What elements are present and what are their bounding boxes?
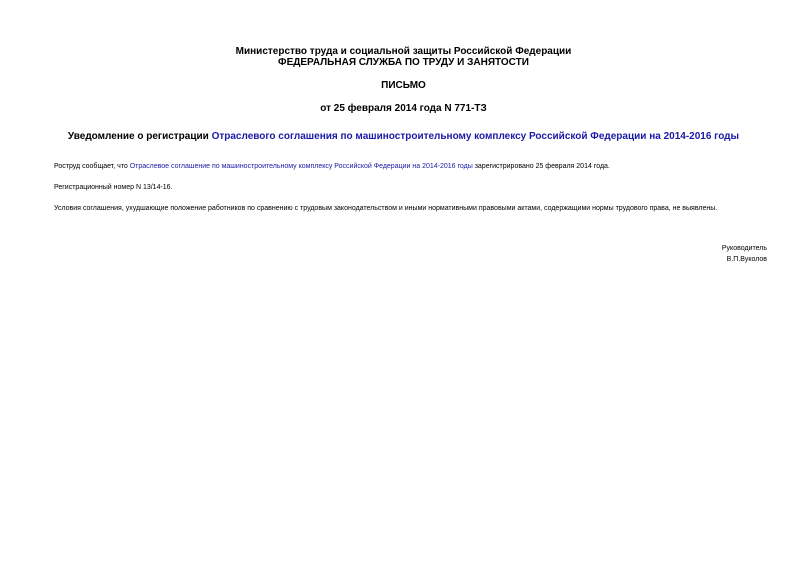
service-name: ФЕДЕРАЛЬНАЯ СЛУЖБА ПО ТРУДУ И ЗАНЯТОСТИ [278, 57, 529, 68]
signature-name: В.П.Вуколов [726, 256, 767, 263]
document-type: ПИСЬМО [381, 80, 426, 91]
ministry-name: Министерство труда и социальной защиты Российской Федерации [235, 46, 572, 57]
notice-title [0, 131, 807, 143]
paragraph-registration [54, 162, 774, 171]
signature-role: Руководитель [721, 245, 767, 252]
paragraph-registration-number: Регистрационный номер N 13/14-16. [54, 184, 173, 191]
paragraph-registration-before: Роструд сообщает, что [54, 163, 130, 170]
notice-title-prefix: Уведомление о регистрации [67, 131, 212, 142]
document-date-number: от 25 февраля 2014 года N 771-ТЗ [320, 103, 487, 114]
paragraph-registration-after: зарегистрировано 25 февраля 2014 года. [472, 163, 610, 170]
agreement-link-title[interactable]: Отраслевого соглашения по машиностроительному комплексу Российской Федерации на 2014-2016 годы [211, 131, 740, 142]
paragraph-conditions: Условия соглашения, ухудшающие положение работников по сравнению с трудовым законодательством и иными нормативными правовыми актами, содержащими нормы трудового права, не выявлены. [54, 205, 718, 212]
agreement-link-body[interactable]: Отраслевое соглашение по машиностроительному комплексу Российской Федерации на 2014-2016 годы [129, 163, 473, 170]
